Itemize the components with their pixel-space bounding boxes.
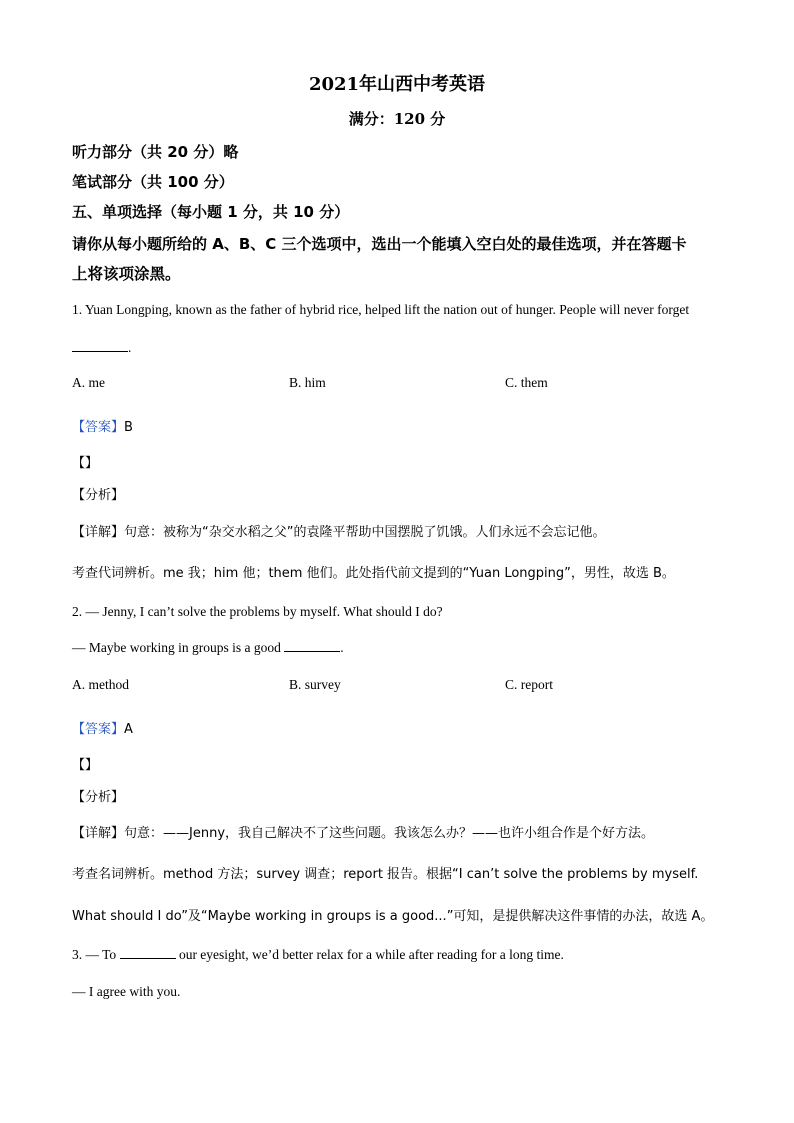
- question-1-answer: [72, 416, 133, 435]
- detail-label: 【详解】: [72, 525, 125, 540]
- total-score: 满分：120 分: [348, 110, 446, 128]
- question-2-explanation-line-1: 考查名词辨析。method 方法；survey 调查；report 报告。根据“I can’t solve the problems by myself.: [72, 867, 699, 882]
- instructions-line-2: 上将该项涂黑。: [72, 265, 181, 283]
- detail-text: 句意：——Jenny，我自己解决不了这些问题。我该怎么办？——也许小组合作是个好方法。: [124, 826, 655, 841]
- answer-blank: [284, 640, 340, 652]
- question-3-line-1-end: our eyesight, we’d better relax for a while after reading for a long time.: [175, 947, 564, 962]
- question-2-explanation-line-2: What should I do”及“Maybe working in groups is a good...”可知，是提供解决这件事情的办法，故选 A。: [72, 909, 714, 924]
- answer-blank: [72, 340, 128, 352]
- question-1-detail: [72, 521, 606, 540]
- question-2-line-2-end: .: [340, 640, 344, 655]
- question-2-analysis-label: 【分析】: [72, 790, 125, 805]
- answer-value: B: [124, 420, 133, 435]
- question-1-stem-end: .: [128, 340, 132, 355]
- answer-value: A: [124, 722, 133, 737]
- question-1-option-c: C. them: [505, 375, 548, 390]
- detail-text: 句意：被称为“杂交水稻之父”的袁隆平帮助中国摆脱了饥饿。人们永远不会忘记他。: [124, 525, 606, 540]
- answer-blank: [120, 947, 176, 959]
- question-2-line-1: 2. — Jenny, I can’t solve the problems by myself. What should I do?: [72, 604, 443, 619]
- question-2-line-2: [72, 640, 344, 656]
- question-3-line-1-start: 3. — To: [72, 947, 120, 962]
- page-title: 2021年山西中考英语: [308, 74, 486, 95]
- question-2-answer: [72, 718, 133, 737]
- question-3-line-2: — I agree with you.: [72, 984, 181, 999]
- question-1-blank-line: [72, 340, 131, 356]
- question-3-line-1: [72, 947, 564, 963]
- question-1-stem: 1. Yuan Longping, known as the father of hybrid rice, helped lift the nation out of hunger. People will never forget: [72, 302, 690, 317]
- answer-label: 【答案】: [72, 722, 125, 737]
- instructions: [72, 229, 722, 289]
- part-five-heading: 五、单项选择（每小题 1 分，共 10 分）: [72, 203, 350, 221]
- question-2-line-2-start: — Maybe working in groups is a good: [72, 640, 285, 655]
- instructions-line-1: 请你从每小题所给的 A、B、C 三个选项中，选出一个能填入空白处的最佳选项，并在答题卡: [72, 235, 687, 253]
- question-1-empty-bracket: 【】: [72, 456, 99, 471]
- listening-section-heading: 听力部分（共 20 分）略: [72, 143, 239, 161]
- question-2-option-b: B. survey: [289, 677, 341, 692]
- written-section-heading: 笔试部分（共 100 分）: [72, 173, 234, 191]
- question-1-option-b: B. him: [289, 375, 326, 390]
- question-1-option-a: A. me: [72, 375, 105, 390]
- question-1-explanation: 考查代词辨析。me 我；him 他；them 他们。此处指代前文提到的“Yuan Longping”，男性，故选 B。: [72, 566, 675, 581]
- detail-label: 【详解】: [72, 826, 125, 841]
- question-2-option-a: A. method: [72, 677, 129, 692]
- answer-label: 【答案】: [72, 420, 125, 435]
- question-2-empty-bracket: 【】: [72, 758, 99, 773]
- question-2-option-c: C. report: [505, 677, 553, 692]
- question-2-detail: [72, 822, 654, 841]
- question-1-analysis-label: 【分析】: [72, 488, 125, 503]
